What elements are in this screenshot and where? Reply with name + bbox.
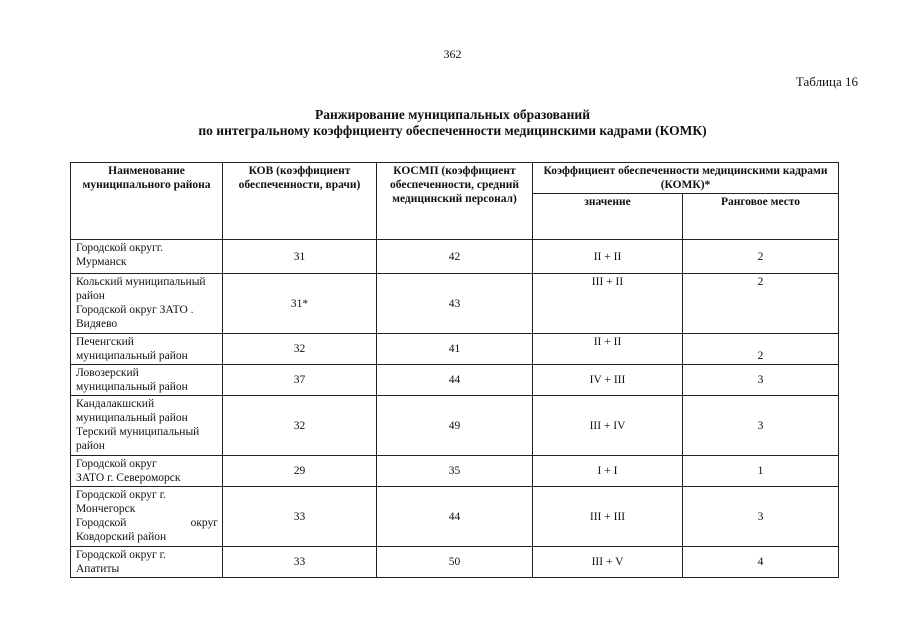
row-rank: 2 <box>683 240 839 274</box>
table-row <box>71 240 839 274</box>
row-value: III + IV <box>533 396 683 456</box>
table-row <box>71 365 839 396</box>
row-value: III + II <box>533 274 683 334</box>
page-number: 362 <box>443 47 462 61</box>
row-kosmp: 41 <box>377 334 533 365</box>
header-komk: Коэффициент обеспеченности медицинскими кадрами (КОМК)* <box>533 163 839 194</box>
title-line-1: Ранжирование муниципальных образований <box>315 107 590 122</box>
row-value: III + V <box>533 547 683 578</box>
row-name: Городской округ ЗАТО г. Североморск <box>71 456 223 487</box>
header-value: значение <box>533 194 683 240</box>
row-name: Печенгский муниципальный район <box>71 334 223 365</box>
row-kosmp: 44 <box>377 487 533 547</box>
row-kov: 33 <box>223 547 377 578</box>
row-kov: 37 <box>223 365 377 396</box>
document-title <box>0 107 905 139</box>
row-rank: 3 <box>683 487 839 547</box>
row-rank: 4 <box>683 547 839 578</box>
row-value: II + II <box>533 334 683 365</box>
row-rank: 2 <box>683 334 839 365</box>
row-name: Городской округ г. Апатиты <box>71 547 223 578</box>
row-kov: 32 <box>223 334 377 365</box>
row-name: Ловозерский муниципальный район <box>71 365 223 396</box>
row-kosmp: 43 <box>377 274 533 334</box>
row-kosmp: 42 <box>377 240 533 274</box>
row-name: Городской округ г. Мончегорск Городской округ Ковдорский район <box>71 487 223 547</box>
header-kov: КОВ (коэффициент обеспеченности, врачи) <box>223 163 377 240</box>
row-name: Городской округг. Мурманск <box>71 240 223 274</box>
row-value: I + I <box>533 456 683 487</box>
row-rank: 2 <box>683 274 839 334</box>
ranking-table <box>70 162 839 578</box>
row-kov: 33 <box>223 487 377 547</box>
table-row <box>71 274 839 334</box>
table-row <box>71 487 839 547</box>
table-row <box>71 547 839 578</box>
table-row <box>71 396 839 456</box>
row-rank: 3 <box>683 365 839 396</box>
row-kosmp: 49 <box>377 396 533 456</box>
header-name: Наименование муниципального района <box>71 163 223 240</box>
row-kosmp: 50 <box>377 547 533 578</box>
table-label: Таблица 16 <box>795 74 858 89</box>
row-kosmp: 44 <box>377 365 533 396</box>
title-line-2: по интегральному коэффициенту обеспеченности медицинскими кадрами (КОМК) <box>198 123 707 138</box>
header-kosmp: КОСМП (коэффициент обеспеченности, средний медицинский персонал) <box>377 163 533 240</box>
row-value: III + III <box>533 487 683 547</box>
table-row <box>71 456 839 487</box>
row-rank: 1 <box>683 456 839 487</box>
row-name: Кандалакшский муниципальный район Терский муниципальный район <box>71 396 223 456</box>
row-rank: 3 <box>683 396 839 456</box>
row-value: IV + III <box>533 365 683 396</box>
row-value: II + II <box>533 240 683 274</box>
row-kov: 31* <box>223 274 377 334</box>
header-rank: Ранговое место <box>683 194 839 240</box>
row-kov: 29 <box>223 456 377 487</box>
row-kov: 32 <box>223 396 377 456</box>
row-kosmp: 35 <box>377 456 533 487</box>
table-row <box>71 334 839 365</box>
row-kov: 31 <box>223 240 377 274</box>
row-name: Кольский муниципальный район Городской округ ЗАТО . Видяево <box>71 274 223 334</box>
